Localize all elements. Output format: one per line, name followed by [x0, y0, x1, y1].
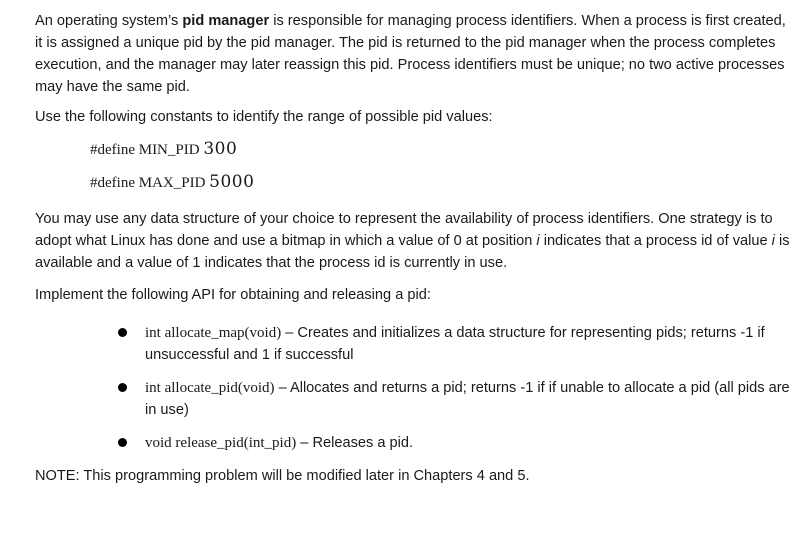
ds-text-3: is available and a value of 1 indicates that the process id is currently in use. — [35, 233, 790, 271]
api-list — [35, 322, 790, 454]
define-max-prefix: #define MAX_PID — [90, 175, 210, 191]
data-structure-paragraph — [35, 208, 790, 274]
define-min-pid — [90, 138, 790, 161]
define-min-prefix: #define MIN_PID — [90, 142, 204, 158]
api-item-allocate-pid — [35, 377, 790, 421]
note-text: NOTE: This programming problem will be modified later in Chapters 4 and 5. — [35, 468, 530, 484]
bullet-icon — [118, 383, 127, 392]
define-min-value: 300 — [203, 139, 238, 159]
bullet-icon — [118, 438, 127, 447]
intro-text-2: is responsible for managing process identifiers. When a process is first created, it is assigned a unique pid by the pid manager. The pid is returned to the pid manager when the process completes execution, and the manager may later reassign this pid. Process identifiers must be unique; no two active processes may have the same pid. — [35, 13, 786, 95]
intro-bold-term: pid manager — [182, 13, 270, 29]
define-max-pid — [90, 171, 790, 194]
constants-intro: Use the following constants to identify the range of possible pid values: — [35, 109, 493, 125]
api-item-allocate-map — [35, 322, 790, 366]
api-signature: int allocate_pid(void) — [145, 380, 275, 396]
api-description: – Allocates and returns a pid; returns -1 if if unable to allocate a pid (all pids are in use) — [145, 380, 790, 418]
ds-text-2: indicates that a process id of value — [539, 233, 772, 249]
api-description: – Releases a pid. — [296, 435, 414, 451]
api-signature: int allocate_map(void) — [145, 325, 282, 341]
define-max-value: 5000 — [209, 172, 255, 192]
api-signature: void release_pid(int_pid) — [145, 435, 297, 451]
api-intro: Implement the following API for obtaining and releasing a pid: — [35, 287, 431, 303]
api-description: – Creates and initializes a data structure for representing pids; returns -1 if unsuccessful and 1 if successful — [145, 325, 765, 363]
ds-text-1: You may use any data structure of your choice to represent the availability of process identifiers. One strategy is to adopt what Linux has done and use a bitmap in which a value of 0 at position — [35, 211, 773, 249]
bullet-icon — [118, 328, 127, 337]
api-item-release-pid — [35, 432, 790, 454]
intro-paragraph — [35, 10, 790, 98]
document-page — [35, 10, 790, 487]
ds-var-1: i — [536, 233, 540, 249]
intro-text-1: An operating system’s — [35, 13, 183, 29]
ds-var-2: i — [771, 233, 775, 249]
